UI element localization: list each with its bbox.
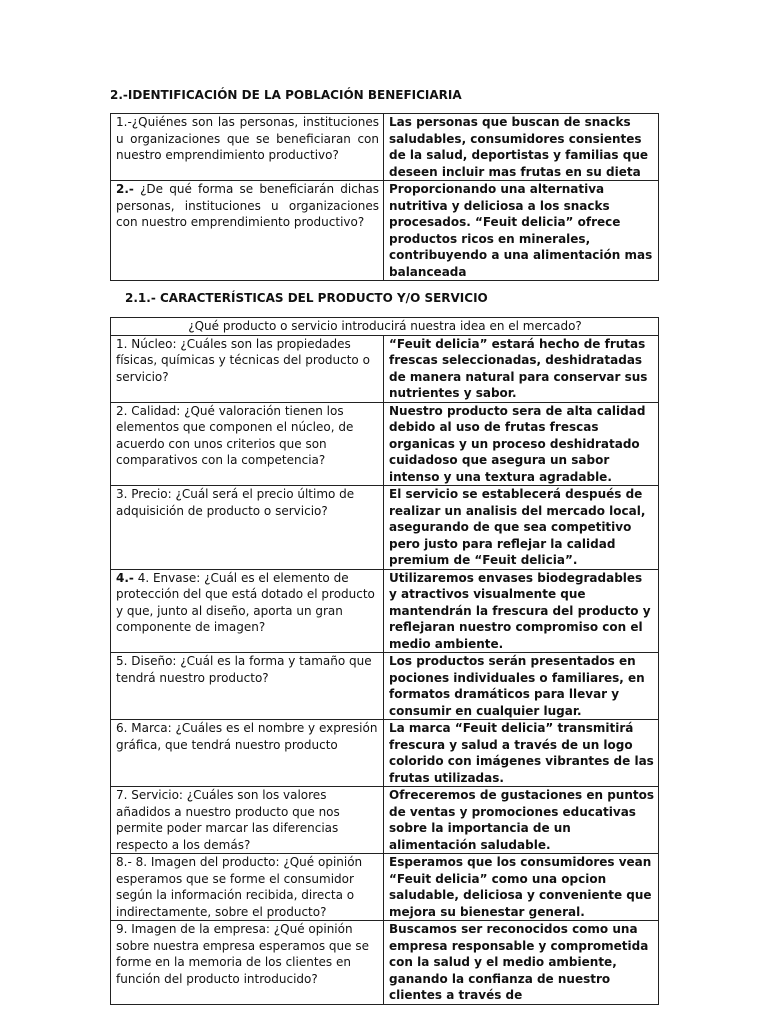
answer-cell: Proporcionando una alternativa nutritiva y deliciosa a los snacks procesados. “Feuit delicia” ofrece productos ricos en minerales, contribuyendo a una alimentación mas balanceada — [384, 181, 659, 281]
question-text: ¿De qué forma se beneficiarán dichas personas, instituciones u organizaciones con nuestro emprendimiento productivo? — [116, 182, 379, 229]
table-row — [111, 720, 659, 787]
question-cell: 9. Imagen de la empresa: ¿Qué opinión sobre nuestra empresa esperamos que se forme en la memoria de los clientes en función del producto introducido? — [111, 921, 384, 1005]
question-cell: 1. Núcleo: ¿Cuáles son las propiedades físicas, químicas y técnicas del producto o servicio? — [111, 335, 384, 402]
question-cell — [111, 114, 384, 181]
table-row — [111, 114, 659, 181]
answer-cell: El servicio se establecerá después de realizar un analisis del mercado local, asegurando de que sea competitivo pero justo para reflejar la calidad premium de “Feuit delicia”. — [384, 486, 659, 570]
question-cell — [111, 181, 384, 281]
section-heading-caracteristicas: 2.1.- CARACTERÍSTICAS DEL PRODUCTO Y/O SERVICIO — [125, 291, 488, 305]
question-cell: 2. Calidad: ¿Qué valoración tienen los elementos que componen el núcleo, de acuerdo con unos criterios que son comparativos con la competencia? — [111, 402, 384, 486]
answer-cell: Ofreceremos de gustaciones en puntos de ventas y promociones educativas sobre la importancia de un alimentación saludable. — [384, 787, 659, 854]
table-row — [111, 181, 659, 281]
question-cell — [111, 569, 384, 653]
answer-cell: Utilizaremos envases biodegradables y atractivos visualmente que mantendrán la frescura del producto y reflejaran nuestro compromiso con el medio ambiente. — [384, 569, 659, 653]
table-row — [111, 854, 659, 921]
question-cell: 8.- 8. Imagen del producto: ¿Qué opinión esperamos que se forme el consumidor según la información recibida, directa o indirectamente, sobre el producto? — [111, 854, 384, 921]
section-heading-identificacion: 2.-IDENTIFICACIÓN DE LA POBLACIÓN BENEFICIARIA — [110, 88, 462, 102]
table-row — [111, 335, 659, 402]
question-cell: 6. Marca: ¿Cuáles es el nombre y expresión gráfica, que tendrá nuestro producto — [111, 720, 384, 787]
answer-cell: Las personas que buscan de snacks saludables, consumidores consientes de la salud, deportistas y familias que deseen incluir mas frutas en su dieta — [384, 114, 659, 181]
table-row — [111, 787, 659, 854]
question-cell: 5. Diseño: ¿Cuál es la forma y tamaño que tendrá nuestro producto? — [111, 653, 384, 720]
table-header-cell: ¿Qué producto o servicio introducirá nuestra idea en el mercado? — [111, 318, 659, 336]
answer-cell: “Feuit delicia” estará hecho de frutas frescas seleccionadas, deshidratadas de manera natural para conservar sus nutrientes y sabor. — [384, 335, 659, 402]
beneficiary-table — [110, 113, 659, 281]
question-number: 2.- — [116, 182, 134, 196]
answer-cell: Los productos serán presentados en pociones individuales o familiares, en formatos dramáticos para llevar y consumir en cualquier lugar. — [384, 653, 659, 720]
answer-cell: Nuestro producto sera de alta calidad debido al uso de frutas frescas organicas y un proceso deshidratado cuidadoso que asegura un sabor intenso y una textura agradable. — [384, 402, 659, 486]
question-text: 4. Envase: ¿Cuál es el elemento de protección del que está dotado el producto y que, junto al diseño, aporta un gran componente de imagen? — [116, 570, 375, 634]
question-cell: 7. Servicio: ¿Cuáles son los valores añadidos a nuestro producto que nos permite poder marcar las diferencias respecto a los demás? — [111, 787, 384, 854]
question-text: 1.-¿Quiénes son las personas, instituciones u organizaciones que se beneficiaran con nuestro emprendimiento productivo? — [116, 115, 379, 162]
answer-cell: Esperamos que los consumidores vean “Feuit delicia” como una opcion saludable, deliciosa y conveniente que mejora su bienestar general. — [384, 854, 659, 921]
table-row — [111, 569, 659, 653]
table-row — [111, 402, 659, 486]
answer-cell: Buscamos ser reconocidos como una empresa responsable y comprometida con la salud y el medio ambiente, ganando la confianza de nuestro clientes a través de — [384, 921, 659, 1005]
answer-cell: La marca “Feuit delicia” transmitirá frescura y salud a través de un logo colorido con imágenes vibrantes de las frutas utilizadas. — [384, 720, 659, 787]
question-cell: 3. Precio: ¿Cuál será el precio último de adquisición de producto o servicio? — [111, 486, 384, 570]
table-row — [111, 921, 659, 1005]
table-header-row — [111, 318, 659, 336]
table-row — [111, 486, 659, 570]
table-row — [111, 653, 659, 720]
product-characteristics-table — [110, 317, 659, 1005]
question-prefix: 4.- — [116, 570, 134, 585]
